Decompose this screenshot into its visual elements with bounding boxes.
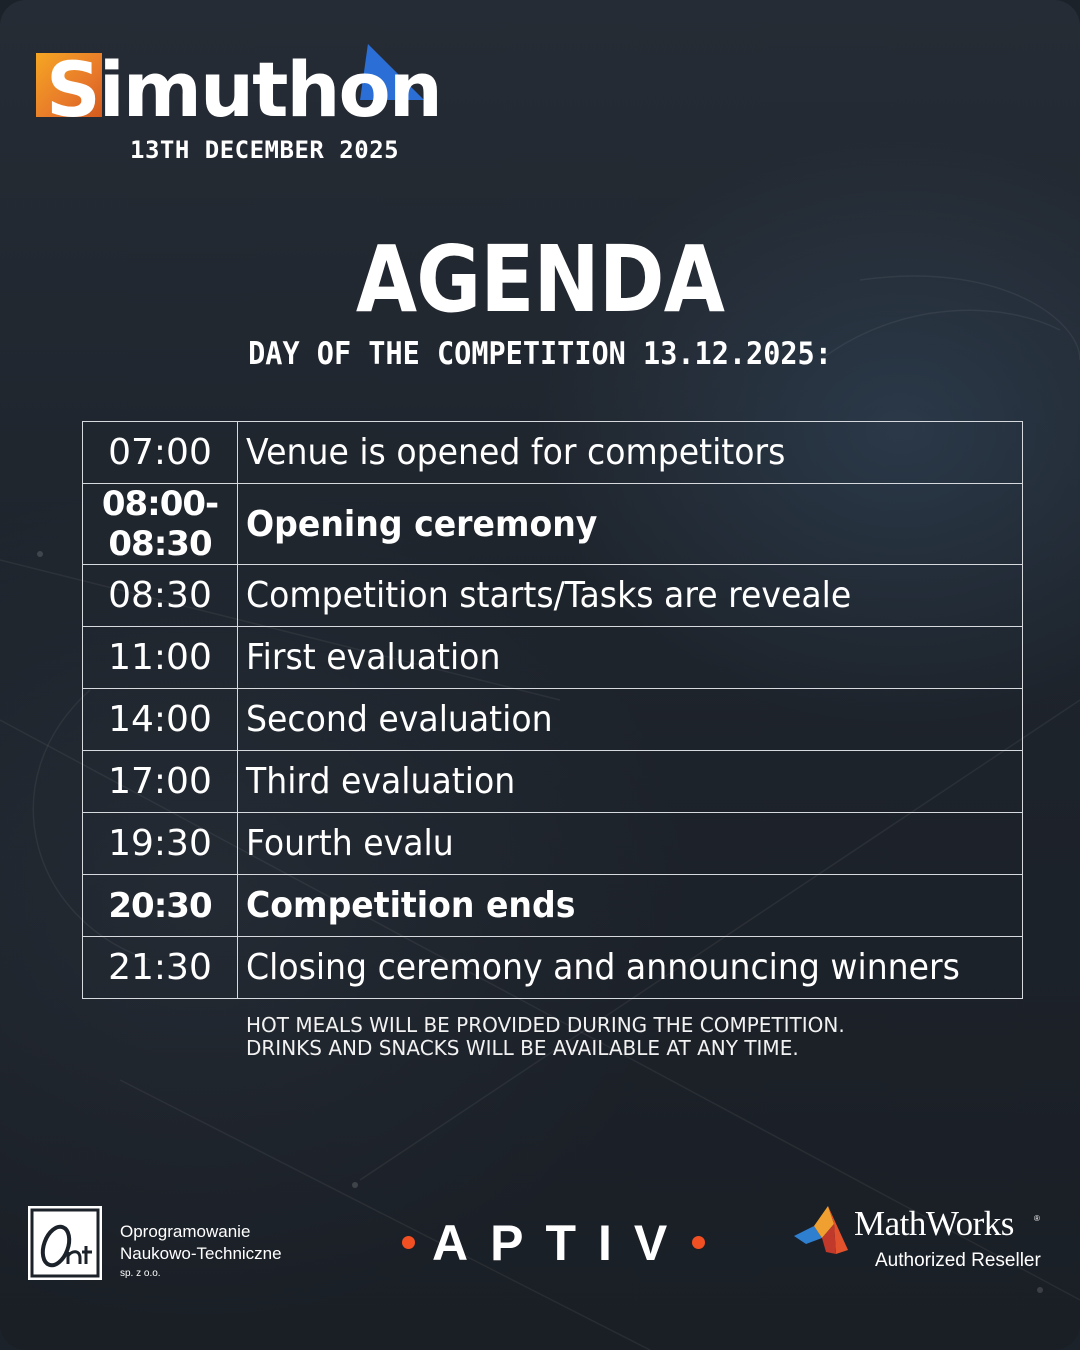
- notes: [246, 1014, 845, 1060]
- agenda-event-text: First evaluation: [245, 637, 501, 678]
- agenda-event: [237, 627, 1022, 689]
- ont-suffix: sp. z o.o.: [120, 1268, 161, 1279]
- agenda-event: [237, 813, 1022, 875]
- ont-sponsor-logo: [28, 1206, 328, 1286]
- aptiv-dot-icon: [692, 1236, 705, 1249]
- agenda-event-text: Third evaluation: [245, 761, 516, 802]
- ont-logo-mark: [28, 1206, 102, 1280]
- ont-emblem-icon: [28, 1206, 102, 1280]
- ont-name-line1: Oprogramowanie: [120, 1222, 251, 1241]
- agenda-time: 08:00-08:30: [83, 484, 238, 565]
- agenda-time: 07:00: [83, 422, 238, 484]
- agenda-row: [83, 751, 1023, 813]
- agenda-time: 21:30: [83, 937, 238, 999]
- agenda-event-text: Fourth evalu: [245, 823, 454, 864]
- note-drinks: DRINKS AND SNACKS WILL BE AVAILABLE AT ANY TIME.: [246, 1036, 799, 1060]
- agenda-event: [237, 751, 1022, 813]
- agenda-event-text: Competition ends: [245, 885, 576, 926]
- agenda-time: 08:30: [83, 565, 238, 627]
- note-meals: HOT MEALS WILL BE PROVIDED DURING THE COMPETITION.: [246, 1013, 845, 1037]
- agenda-event: [237, 875, 1022, 937]
- agenda-row: [83, 875, 1023, 937]
- agenda-row: [83, 565, 1023, 627]
- mathworks-subtitle: Authorized Reseller: [875, 1250, 1041, 1271]
- agenda-row: [83, 484, 1023, 565]
- page-subtitle: DAY OF THE COMPETITION 13.12.2025:: [248, 336, 832, 372]
- aptiv-dot-icon: [402, 1236, 415, 1249]
- agenda-time: 20:30: [83, 875, 238, 937]
- agenda-row: [83, 937, 1023, 999]
- agenda-event: [237, 689, 1022, 751]
- logo-wordmark: Simuthon: [46, 45, 441, 134]
- agenda-event-text: Closing ceremony and announcing winners: [245, 947, 960, 988]
- agenda-row: [83, 813, 1023, 875]
- ont-name-line2: Naukowo-Techniczne: [120, 1244, 282, 1263]
- event-date: 13TH DECEMBER 2025: [130, 136, 400, 164]
- registered-mark: ®: [1034, 1214, 1040, 1223]
- agenda-row: [83, 627, 1023, 689]
- agenda-event: [237, 484, 1022, 565]
- agenda-event-text: Second evaluation: [245, 699, 553, 740]
- page-title: AGENDA: [355, 226, 725, 333]
- membrane-logo-icon: [792, 1204, 852, 1260]
- agenda-time: 11:00: [83, 627, 238, 689]
- agenda-row: [83, 689, 1023, 751]
- agenda-time: 19:30: [83, 813, 238, 875]
- aptiv-sponsor-logo: [400, 1214, 710, 1274]
- agenda-event-text: Opening ceremony: [245, 503, 598, 545]
- agenda-event: [237, 937, 1022, 999]
- agenda-row: [83, 422, 1023, 484]
- agenda-table: [82, 421, 1023, 999]
- aptiv-wordmark: APTIV: [432, 1215, 690, 1271]
- agenda-event: [237, 565, 1022, 627]
- agenda-event-text: Venue is opened for competitors: [245, 432, 786, 473]
- agenda-time: 17:00: [83, 751, 238, 813]
- agenda-time: 14:00: [83, 689, 238, 751]
- simuthon-logo: [34, 44, 441, 174]
- agenda-event-text: Competition starts/Tasks are reveale: [245, 575, 852, 616]
- mathworks-sponsor-logo: [792, 1200, 1062, 1290]
- agenda-event: [237, 422, 1022, 484]
- mathworks-wordmark: MathWorks: [854, 1204, 1014, 1243]
